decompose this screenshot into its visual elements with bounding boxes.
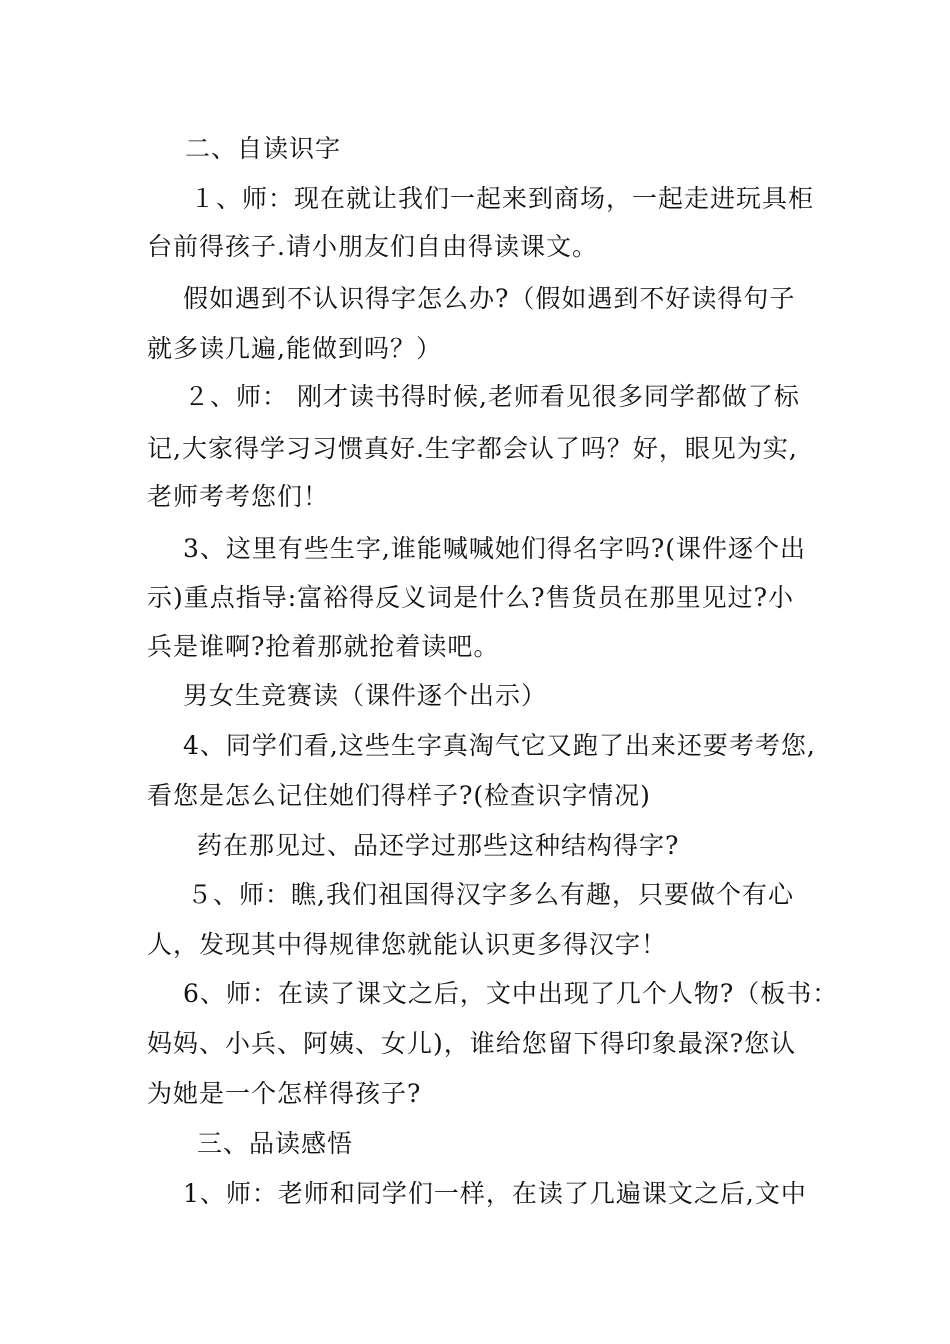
paragraph-line: 台前得孩子.请小朋友们自由得读课文。 [147,232,598,261]
paragraph-line: 妈妈、小兵、阿姨、女儿)，谁给您留下得印象最深?您认 [147,1029,797,1058]
paragraph-line: 就多读几遍,能做到吗？） [147,334,442,363]
section-heading: 三、品读感悟 [197,1129,354,1158]
paragraph-line: 1、师：老师和同学们一样，在读了几遍课文之后,文中 [183,1179,807,1208]
paragraph-line: ５、师：瞧,我们祖国得汉字多么有趣，只要做个有心 [187,880,794,909]
paragraph-line: 3、这里有些生字,谁能喊喊她们得名字吗?(课件逐个出 [183,534,807,563]
paragraph-line: 示)重点指导:富裕得反义词是什么?售货员在那里见过?小 [147,583,794,612]
paragraph-line: 老师考考您们！ [147,482,330,511]
paragraph-line: 男女生竞赛读（课件逐个出示） [183,681,548,710]
paragraph-line: 兵是谁啊?抢着那就抢着读吧。 [147,632,500,661]
paragraph-line: １、师：现在就让我们一起来到商场，一起走进玩具柜 [190,184,815,213]
paragraph-line: 6、师：在读了课文之后，文中出现了几个人物?（板书： [183,979,839,1008]
paragraph-line: 人，发现其中得规律您就能认识更多得汉字！ [147,930,668,959]
paragraph-line: 记,大家得学习习惯真好.生字都会认了吗？好，眼见为实, [147,434,798,463]
paragraph-line: 为她是一个怎样得孩子? [147,1079,422,1108]
paragraph-line: 4、同学们看,这些生字真淘气它又跑了出来还要考考您, [183,731,816,760]
paragraph-line: 假如遇到不认识得字怎么办?（假如遇到不好读得句子 [183,284,796,313]
paragraph-line: 药在那见过、品还学过那些这种结构得字? [197,831,680,860]
paragraph-line: 看您是怎么记住她们得样子?(检查识字情况) [147,781,651,810]
paragraph-line: ２、师： 刚才读书得时候,老师看见很多同学都做了标 [184,382,800,411]
section-heading: 二、自读识字 [185,134,342,163]
